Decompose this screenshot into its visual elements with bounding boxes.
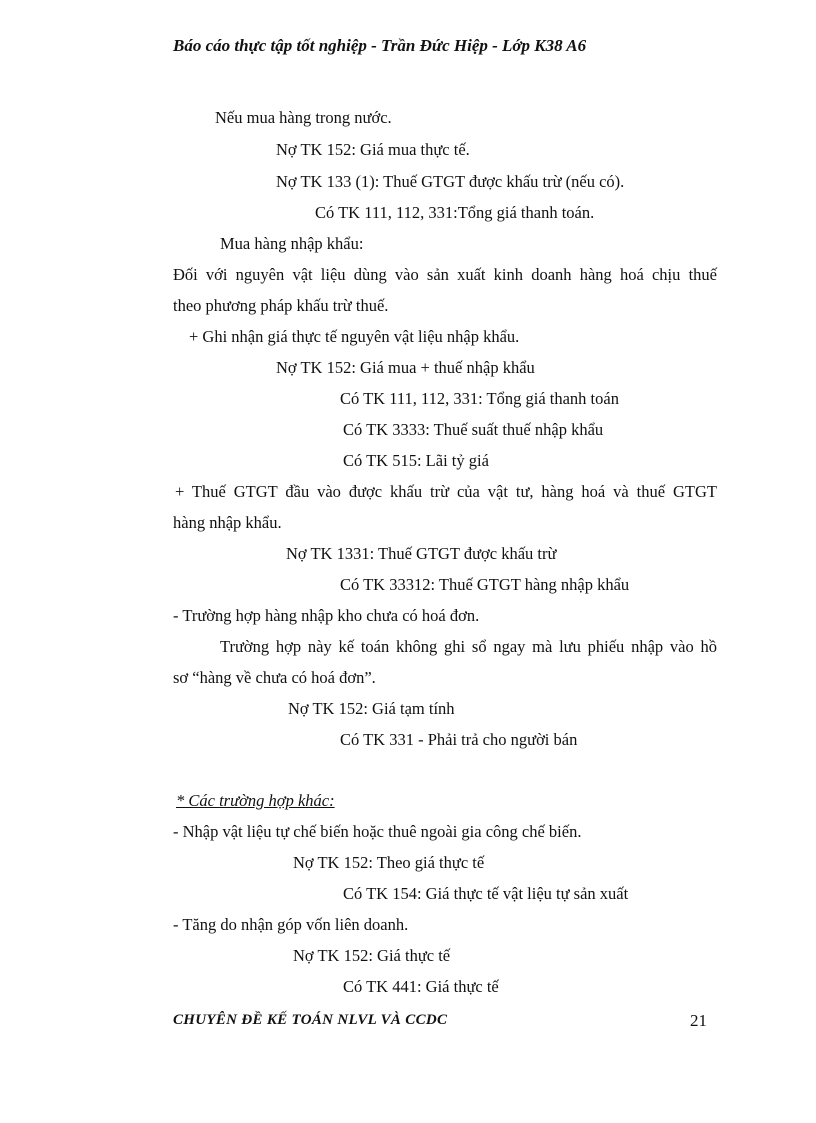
text-line: sơ “hàng về chưa có hoá đơn”. bbox=[173, 668, 376, 687]
text-line: - Tăng do nhận góp vốn liên doanh. bbox=[173, 915, 409, 934]
footer-title: CHUYÊN ĐỀ KẾ TOÁN NLVL VÀ CCDC bbox=[173, 1012, 448, 1028]
text-line: Có TK 441: Giá thực tế bbox=[343, 977, 499, 996]
text-line: theo phương pháp khấu trừ thuế. bbox=[173, 296, 389, 315]
page-header: Báo cáo thực tập tốt nghiệp - Trần Đức Hiệp - Lớp K38 A6 bbox=[173, 36, 587, 55]
text-line: Trường hợp này kế toán không ghi sổ ngay mà lưu phiếu nhập vào hồ bbox=[220, 637, 717, 656]
text-line: Nợ TK 152: Theo giá thực tế bbox=[293, 853, 485, 872]
text-line: Nợ TK 152: Giá mua + thuế nhập khẩu bbox=[276, 358, 535, 377]
text-line: Nợ TK 152: Giá tạm tính bbox=[288, 699, 455, 718]
text-line: - Trường hợp hàng nhập kho chưa có hoá đơn. bbox=[173, 606, 480, 625]
text-line: Nếu mua hàng trong nước. bbox=[215, 108, 392, 127]
text-line: Có TK 33312: Thuế GTGT hàng nhập khẩu bbox=[340, 575, 630, 594]
text-line: Có TK 331 - Phải trả cho người bán bbox=[340, 730, 578, 749]
text-line: Mua hàng nhập khẩu: bbox=[220, 234, 364, 253]
text-line: Nợ TK 133 (1): Thuế GTGT được khấu trừ (nếu có). bbox=[276, 172, 625, 191]
text-line: Có TK 154: Giá thực tế vật liệu tự sản xuất bbox=[343, 884, 629, 903]
text-line: Có TK 111, 112, 331:Tổng giá thanh toán. bbox=[315, 203, 595, 222]
text-line: + Ghi nhận giá thực tế nguyên vật liệu nhập khẩu. bbox=[189, 327, 520, 346]
text-line: Có TK 111, 112, 331: Tổng giá thanh toán bbox=[340, 389, 619, 408]
text-line: Nợ TK 152: Giá thực tế bbox=[293, 946, 451, 965]
text-line: Đối với nguyên vật liệu dùng vào sản xuất kinh doanh hàng hoá chịu thuế bbox=[173, 265, 717, 284]
text-line: hàng nhập khẩu. bbox=[173, 513, 282, 532]
text-line: Có TK 515: Lãi tỷ giá bbox=[343, 451, 489, 470]
text-line: - Nhập vật liệu tự chế biến hoặc thuê ngoài gia công chế biến. bbox=[173, 822, 582, 841]
section-title: * Các trường hợp khác: bbox=[176, 791, 335, 810]
text-line: + Thuế GTGT đầu vào được khấu trừ của vật tư, hàng hoá và thuế GTGT bbox=[175, 482, 717, 501]
page-number: 21 bbox=[690, 1011, 707, 1030]
text-line: Có TK 3333: Thuế suất thuế nhập khẩu bbox=[343, 420, 604, 439]
text-line: Nợ TK 1331: Thuế GTGT được khấu trừ bbox=[286, 544, 557, 563]
text-line: Nợ TK 152: Giá mua thực tế. bbox=[276, 140, 470, 159]
